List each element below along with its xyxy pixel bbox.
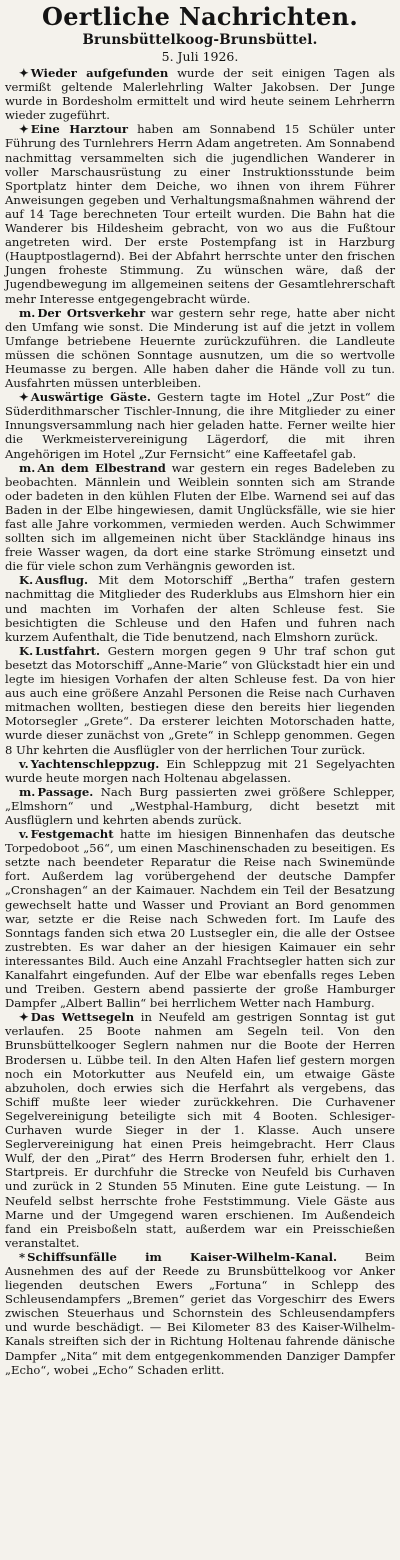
item-text: Ein Schleppzug mit 21 Segelyachten wurde heute morgen nach Holtenau abgelassen. xyxy=(5,756,395,785)
item-text: Nach Burg passierten zwei größere Schlepper, „Elmshorn“ und „Westphal-Hamburg, dicht besetzt mit Ausflüglern und kehrten abends zurück. xyxy=(5,784,395,827)
dateline: 5. Juli 1926. xyxy=(161,49,239,64)
news-item xyxy=(5,306,395,391)
item-lead: Yachtenschleppzug. xyxy=(30,756,160,771)
item-marker: m. xyxy=(19,460,36,475)
item-marker: v. xyxy=(19,756,29,771)
item-lead: Lustfahrt. xyxy=(35,643,101,658)
item-lead: Auswärtige Gäste. xyxy=(30,390,151,405)
item-marker: ✦ xyxy=(19,66,29,80)
news-item xyxy=(5,1250,395,1377)
item-lead: Passage. xyxy=(37,784,94,799)
item-text: hatte im hiesigen Binnenhafen das deutsche Torpedoboot „56“, um einen Maschinenschaden zu beseitigen. Es setzte nach beendeter Reparatur die Reise nach Swinemünde fort. Außerdem lag vorübergehend der deutsche Dampfer „Cronshagen“ an der Kaimauer. Nachdem ein Teil der Besatzung gewechselt hatte und Wasser und Proviant an Bord genommen war, setzte er die Reise nach Schweden fort. Im Laufe des Sonntags fanden sich etwa 20 Lustsegler ein, die alle der Ostsee zustrebten. Es war daher an der hiesigen Kaimauer ein sehr interessantes Bild. Auch eine Anzahl Frachtsegler hatten sich zur Kanalfahrt eingefunden. Auf der Elbe war ebenfalls reges Leben und Treiben. Gestern abend passierte der große Hamburger Dampfer „Albert Ballin“ bei herrlichem Wetter nach Hamburg. xyxy=(5,827,395,1011)
item-lead: An dem Elbestrand xyxy=(37,460,166,475)
news-item xyxy=(5,390,395,460)
news-item xyxy=(5,785,395,827)
item-lead: Wieder aufgefunden xyxy=(30,66,169,80)
item-text: wurde der seit einigen Tagen als vermißt geltende Malerlehrling Walter Jakobsen. Der Junge wurde in Bordesholm ermittelt und wird heute seinem Lehrherrn wieder zugeführt. xyxy=(5,66,395,123)
news-items xyxy=(5,66,395,1377)
section-subtitle: Brunsbüttelkoog-Brunsbüttel. xyxy=(82,32,318,48)
item-lead: Das Wettsegeln xyxy=(30,1010,135,1025)
item-text: Mit dem Motorschiff „Bertha“ trafen gestern nachmittag die Mitglieder des Ruderklubs aus Elmshorn hier ein und machten im Vorhafen der alten Schleuse fest. Sie besichtigten die Schleuse und den Hafen und fuhren nach kurzem Aufenthalt, die Tide benutzend, nach Elmshorn zurück. xyxy=(5,573,395,644)
item-lead: Eine Harztour xyxy=(30,122,129,137)
item-marker: K. xyxy=(19,643,34,658)
item-text: in Neufeld am gestrigen Sonntag ist gut verlaufen. 25 Boote nahmen am Segeln teil. Von den Brunsbüttelkooger Seglern nahmen nur die Boote der Herren Brodersen u. Lübbe teil. In den Alten Hafen lief gestern morgen noch ein Motorkutter aus Neufeld ein, um etwaige Gäste abzuholen, doch erwies sich die Herfahrt als vergebens, das Schiff mußte leer wieder zurückkehren. Die Curhavener Segelvereinigung beteiligte sich mit 4 Booten. Schlesiger-Curhaven wurde Sieger in der 1. Klasse. Auch unsere Seglervereinigung hat einen Preis heimgebracht. Herr Claus Wulf, der den „Pirat“ des Herrn Brodersen fuhr, erhielt den 1. Startpreis. Er durchfuhr die Strecke von Neufeld bis Curhaven und zurück in 2 Stunden 55 Minuten. Eine gute Leistung. — In Neufeld selbst herrschte frohe Feststimmung. Viele Gäste aus Marne und der Umgegend waren erschienen. Im Außendeich fand ein Preisboßeln statt, außerdem war ein Preisschießen veranstaltet. xyxy=(5,1010,395,1250)
item-marker: v. xyxy=(19,827,29,842)
item-lead: Ausflug. xyxy=(35,573,89,588)
item-marker: * xyxy=(19,1249,26,1264)
item-marker: ✦ xyxy=(19,390,29,405)
news-item xyxy=(5,461,395,574)
news-item xyxy=(5,757,395,785)
item-text: Gestern tagte im Hotel „Zur Post“ die Süderdithmarscher Tischler-Innung, die ihre Mitglieder zu einer Innungsversammlung nach hier geladen hatte. Ferner weilte hier die Werkmeistervereinigung Lägerdorf, die mit ihren Angehörigen im Hotel „Zur Fernsicht“ eine Kaffeetafel gab. xyxy=(5,390,395,461)
news-item xyxy=(5,827,395,1010)
news-item xyxy=(5,122,395,305)
item-marker: m. xyxy=(19,784,36,799)
news-item xyxy=(5,644,395,757)
item-lead: Der Ortsverkehr xyxy=(37,305,146,320)
item-text: war gestern ein reges Badeleben zu beobachten. Männlein und Weiblein sonnten sich am Strande oder badeten in den kühlen Fluten der Elbe. Warnend sei auf das Baden in der Elbe hingewiesen, damit Unglücksfälle, wie sie hier fast alle Jahre vorkommen, vermieden werden. Auch Schwimmer sollten sich im allgemeinen nicht über Stackländge hinaus ins freie Wasser wagen, da dort eine starke Strömung einsetzt und die für viele schon zum Verhängnis geworden ist. xyxy=(5,460,395,574)
news-item xyxy=(5,1010,395,1250)
item-text: haben am Sonnabend 15 Schüler unter Führung des Turnlehrers Herrn Adam angetreten. Am Sonnabend nachmittag versammelten sich die jugendlichen Wanderer in voller Marschausrüstung zu einer Instruktionsstunde beim Sportplatz hinter dem Deiche, wo ihnen von ihrem Führer Anweisungen gegeben und Verhaltungsmaßnahmen während der auf 14 Tage berechneten Tour erteilt wurden. Die Bahn hat die Wanderer bis Hildesheim gebracht, von wo aus die Fußtour angetreten wird. Der erste Postempfang ist in Harzburg (Hauptpostlagernd). Bei der Abfahrt herrschte unter den frischen Jungen froheste Stimmung. Zu wünschen wäre, daß der Jugendbewegung im allgemeinen seitens der Gesamtlehrerschaft mehr Interesse entgegengebracht würde. xyxy=(5,122,395,306)
item-text: Beim Ausnehmen des auf der Reede zu Brunsbüttelkoog vor Anker liegenden deutschen Ewers „Fortuna“ in Schlepp des Schleusendampfers „Bremen“ geriet das Vorgeschirr des Ewers zwischen Steuerhaus und Schornstein des Schleusendampfers und wurde beschädigt. — Bei Kilometer 83 des Kaiser-Wilhelm-Kanals streiften sich der in Richtung Holtenau fahrende dänische Dampfer „Nita“ mit dem entgegenkommenden Danziger Dampfer „Echo“, wobei „Echo“ Schaden erlitt. xyxy=(5,1249,395,1377)
news-item xyxy=(5,573,395,643)
section-title: Oertliche Nachrichten. xyxy=(42,2,358,31)
item-lead: Festgemacht xyxy=(30,827,114,842)
item-marker: K. xyxy=(19,573,34,588)
news-item xyxy=(5,66,395,122)
item-marker: ✦ xyxy=(19,122,29,137)
item-text: war gestern sehr rege, hatte aber nicht den Umfang wie sonst. Die Minderung ist auf die jetzt in vollem Umfange betriebene Heuernte zurückzuführen. die Landleute müssen die schönen Sonntage ausnutzen, um die so wertvolle Heumasse zu bergen. Alle haben daher die Hände voll zu tun. Ausfahrten müssen unterbleiben. xyxy=(5,305,395,391)
item-text: Gestern morgen gegen 9 Uhr traf schon gut besetzt das Motorschiff „Anne-Marie“ von Glückstadt hier ein und legte im hiesigen Vorhafen der alten Schleuse fest. Da von hier aus auch eine größere Anzahl Personen die Reise nach Curhaven mitmachen wollten, bestiegen diese den bereits hier liegenden Motorsegler „Grete“. Da ersterer leichten Motorschaden hatte, wurde dieser zunächst von „Grete“ in Schlepp genommen. Gegen 8 Uhr kehrten die Ausflügler von der herrlichen Tour zurück. xyxy=(5,643,395,757)
item-marker: ✦ xyxy=(19,1010,29,1025)
item-lead: Schiffsunfälle im Kaiser-Wilhelm-Kanal. xyxy=(27,1249,338,1264)
item-marker: m. xyxy=(19,305,36,320)
masthead xyxy=(5,4,395,64)
